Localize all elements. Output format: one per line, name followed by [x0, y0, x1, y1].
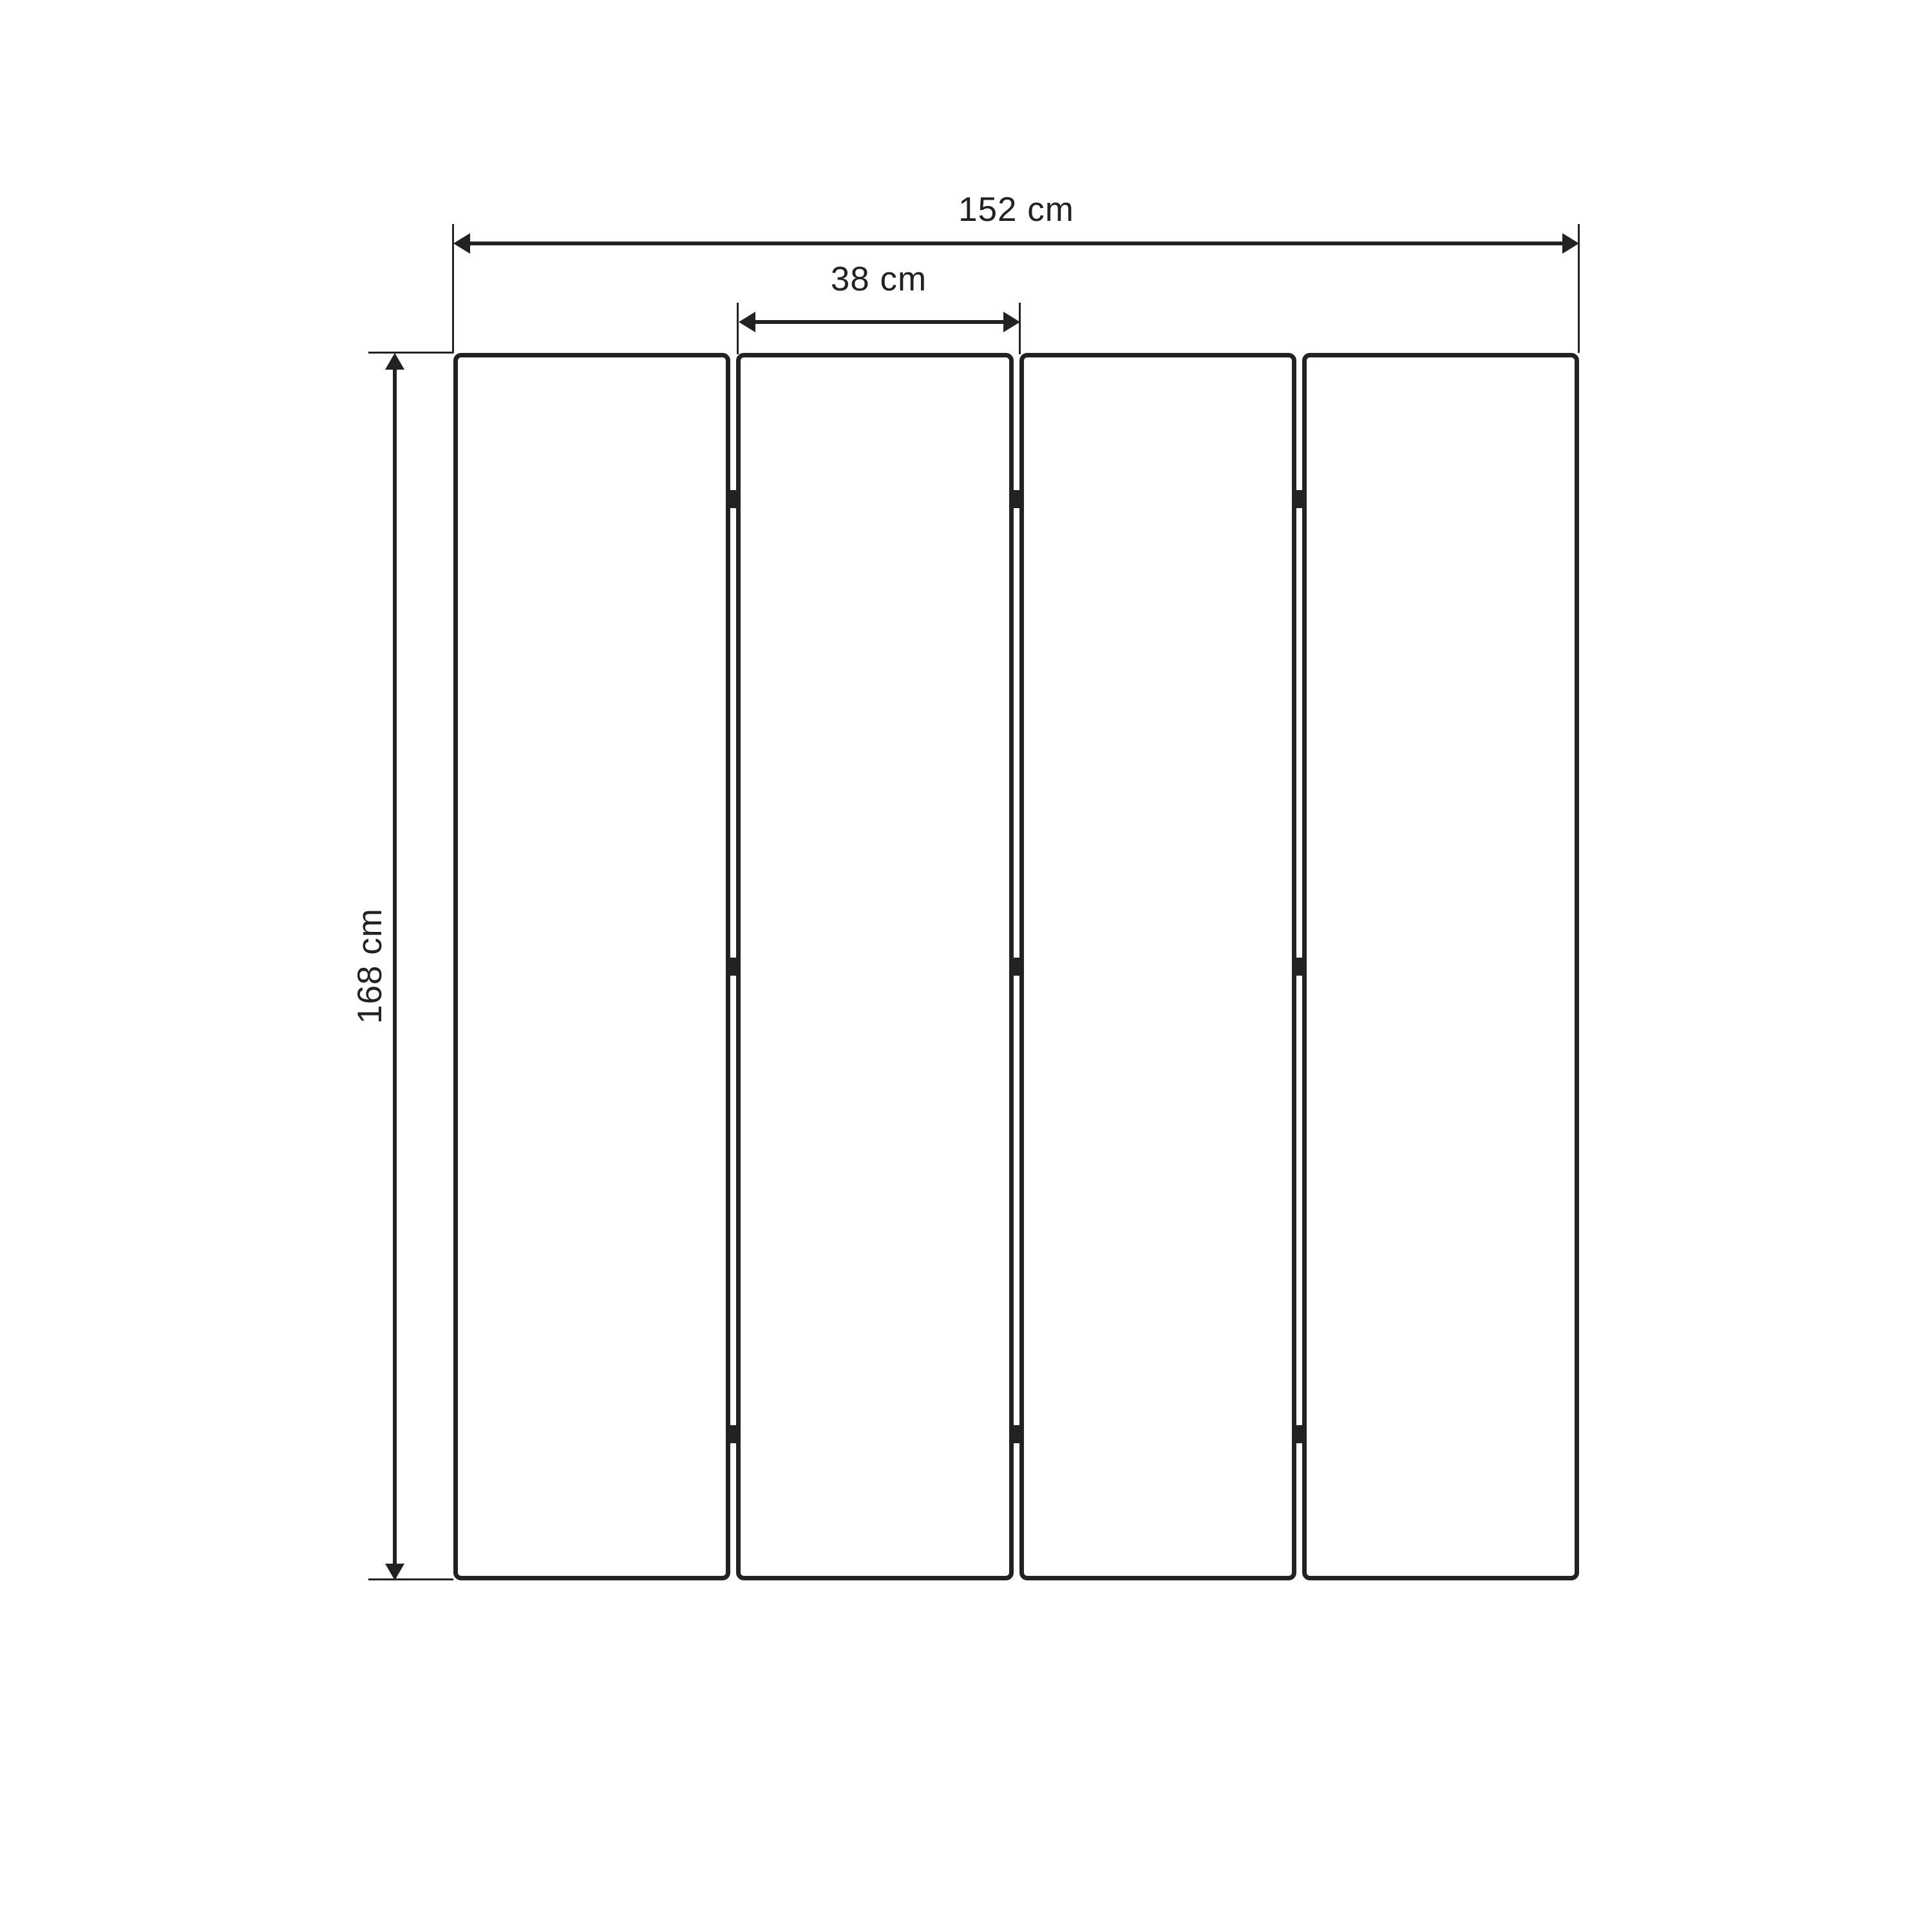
hinge-gap3-row3: [1293, 1425, 1303, 1443]
dimension-shaft: [753, 320, 1006, 324]
panel-2: [736, 353, 1013, 1580]
panel-4: [1302, 353, 1579, 1580]
hinge-gap1-row1: [730, 490, 741, 508]
extension-line-total-right: [1578, 224, 1580, 353]
dimension-shaft: [393, 367, 397, 1566]
extension-line-total-left: [452, 224, 454, 353]
panels-row: [453, 353, 1579, 1580]
total-width-label: 152 cm: [958, 191, 1074, 229]
panel-width-label: 38 cm: [830, 260, 927, 298]
total-width-dimension-line: [453, 233, 1579, 254]
arrowhead-right-icon: [1003, 312, 1020, 332]
arrowhead-right-icon: [1562, 233, 1579, 254]
hinge-gap1-row3: [730, 1425, 741, 1443]
hinge-gap3-row2: [1293, 958, 1303, 976]
dimension-shaft: [468, 242, 1565, 245]
panel-width-dimension-line: [739, 312, 1020, 332]
hinge-gap3-row1: [1293, 490, 1303, 508]
hinge-gap2-row3: [1011, 1425, 1022, 1443]
extension-line-height-top: [368, 352, 453, 354]
height-dimension-line: [384, 353, 405, 1580]
height-label: 168 cm: [351, 908, 389, 1024]
panel-1: [453, 353, 730, 1580]
hinge-gap1-row2: [730, 958, 741, 976]
hinge-gap2-row1: [1011, 490, 1022, 508]
extension-line-height-bottom: [368, 1578, 453, 1580]
panel-3: [1019, 353, 1296, 1580]
extension-line-panel-left: [737, 303, 739, 354]
extension-line-panel-right: [1019, 303, 1021, 354]
hinge-gap2-row2: [1011, 958, 1022, 976]
